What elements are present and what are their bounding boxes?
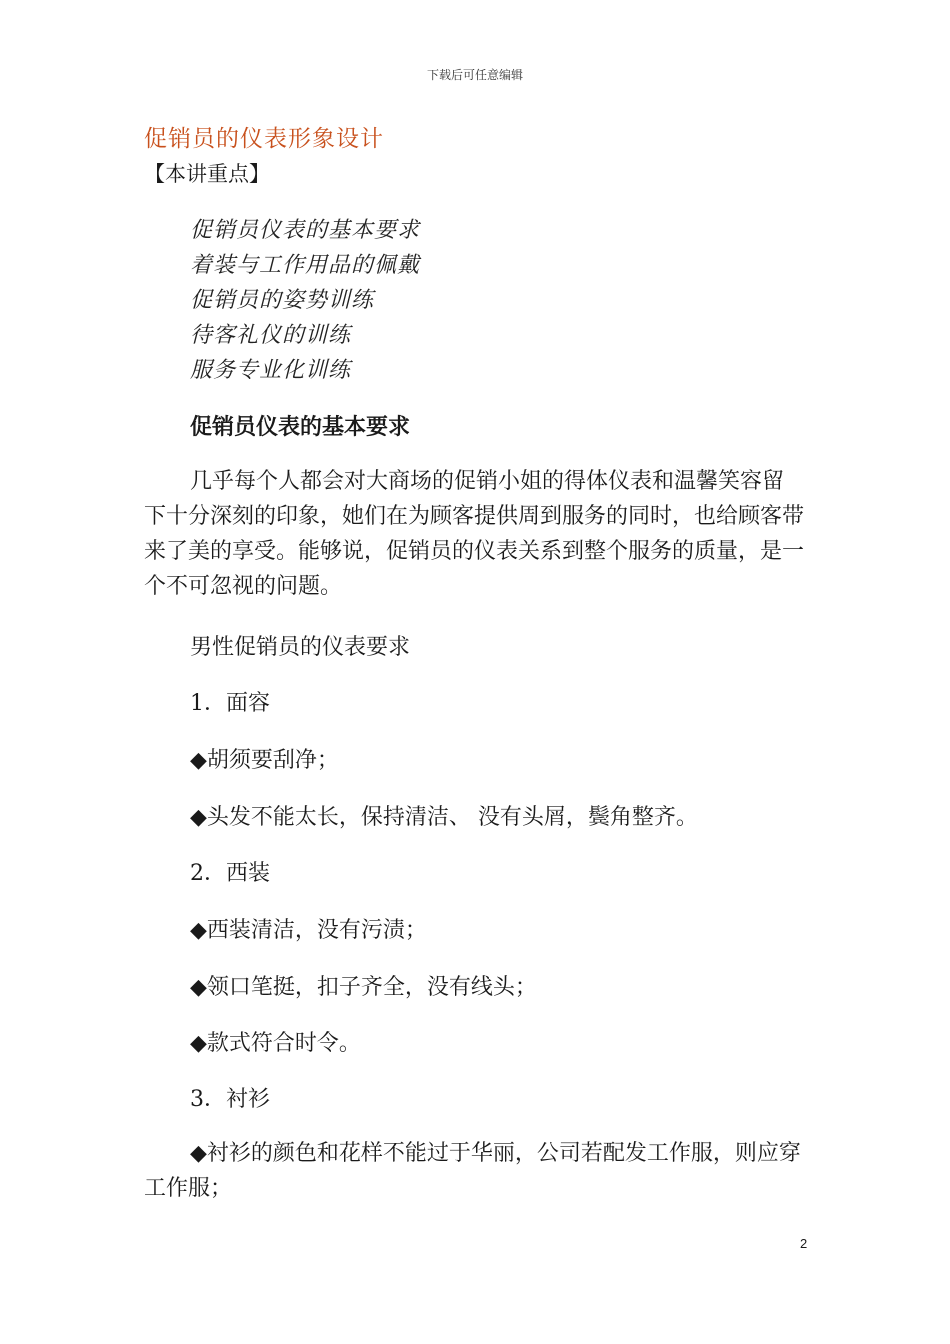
intro-paragraph: 几乎每个人都会对大商场的促销小姐的得体仪表和温馨笑容留下十分深刻的印象，她们在为顾客提供周到服务的同时，也给顾客带来了美的享受。能够说，促销员的仪表关系到整个服务的质量，是一个不可忽视的问题。 bbox=[144, 469, 805, 599]
shirt-heading: 3．衬衫 bbox=[190, 1087, 270, 1112]
outline-item: 促销员的姿势训练 bbox=[190, 288, 375, 313]
page-number: 2 bbox=[800, 1236, 808, 1251]
section-heading: 促销员仪表的基本要求 bbox=[190, 415, 411, 440]
subsection-heading: 男性促销员的仪表要求 bbox=[190, 635, 411, 660]
outline-item: 待客礼仪的训练 bbox=[190, 323, 352, 348]
outline-item: 着装与工作用品的佩戴 bbox=[190, 253, 421, 278]
document-title: 促销员的仪表形象设计 bbox=[144, 126, 384, 152]
key-points-label: 【本讲重点】 bbox=[144, 162, 270, 186]
suit-item-1: ◆西装清洁，没有污渍； bbox=[190, 918, 427, 943]
face-item-2: ◆头发不能太长，保持清洁、 没有头屑，鬓角整齐。 bbox=[190, 805, 698, 830]
suit-item-3: ◆款式符合时令。 bbox=[190, 1031, 361, 1056]
suit-heading: 2．西装 bbox=[190, 861, 270, 886]
shirt-item-1: ◆衬衫的颜色和花样不能过于华丽，公司若配发工作服，则应穿工作服； bbox=[144, 1141, 801, 1201]
face-heading: 1．面容 bbox=[190, 691, 270, 716]
face-item-1: ◆胡须要刮净； bbox=[190, 748, 339, 773]
outline-item: 促销员仪表的基本要求 bbox=[190, 218, 421, 243]
outline-item: 服务专业化训练 bbox=[190, 358, 352, 383]
page-header-note: 下载后可任意编辑 bbox=[426, 68, 523, 82]
suit-item-2: ◆领口笔挺，扣子齐全，没有线头； bbox=[190, 975, 537, 1000]
